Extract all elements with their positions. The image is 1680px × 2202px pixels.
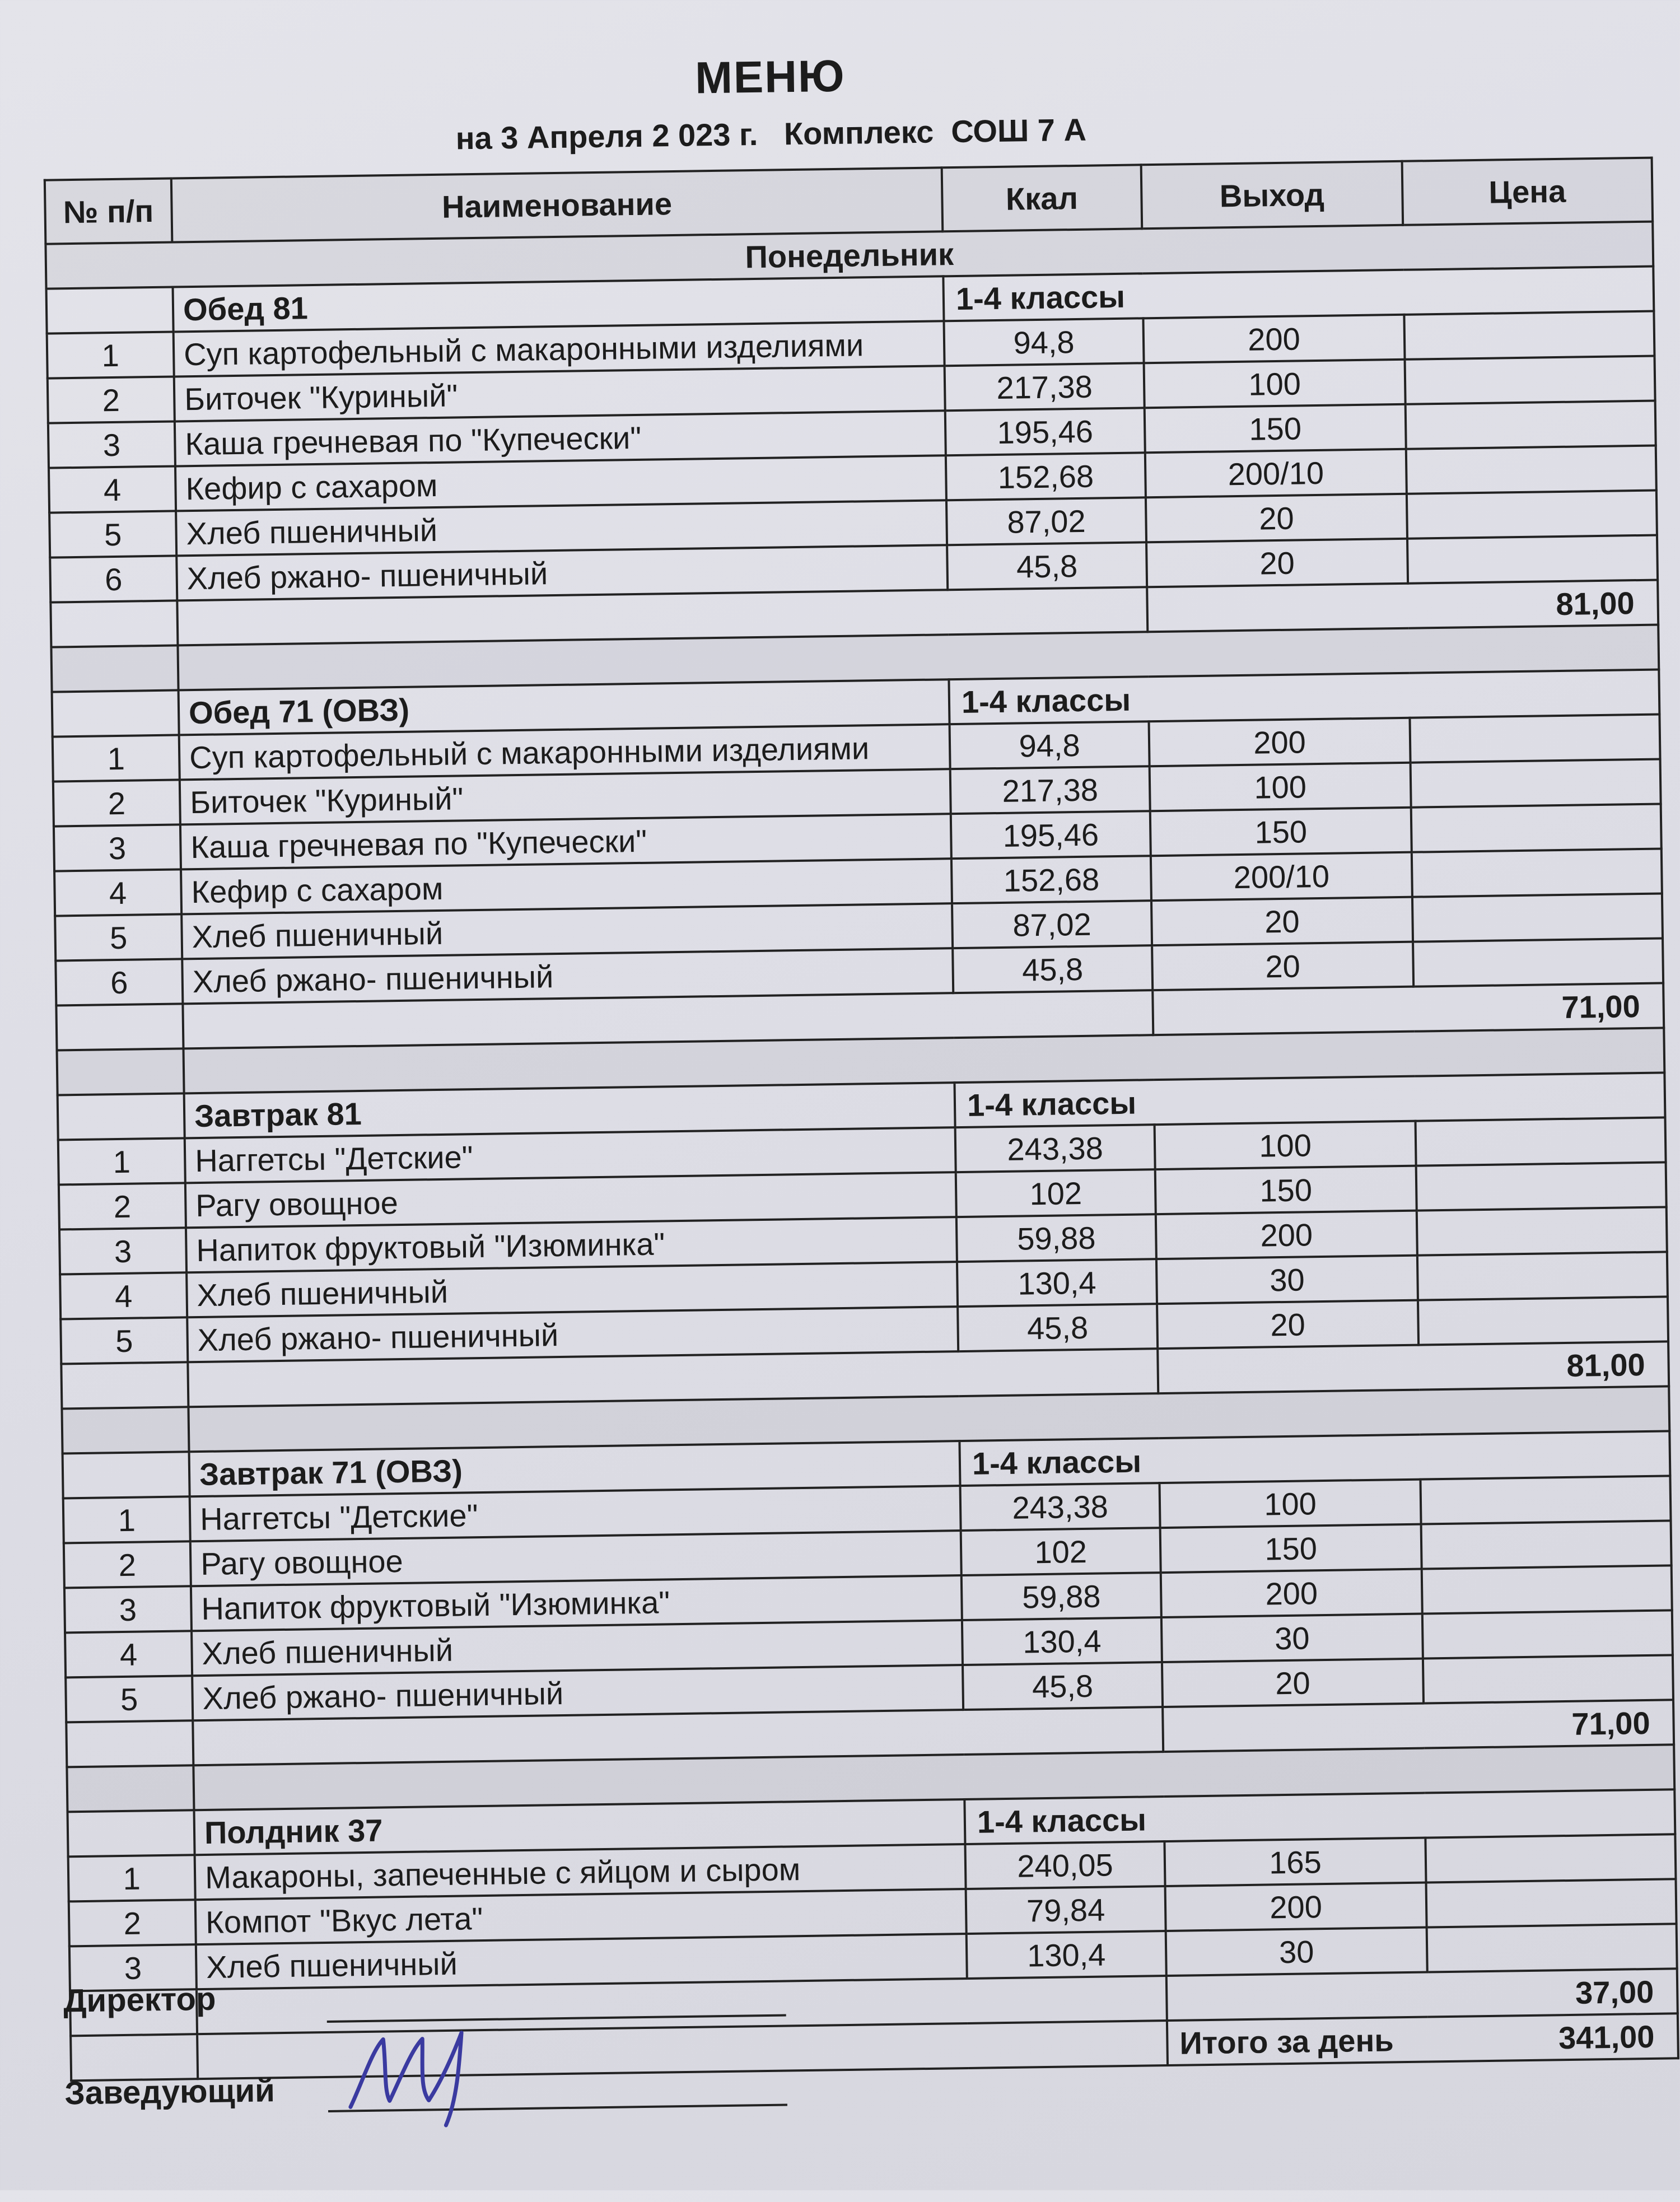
item-price-empty [1406,401,1656,449]
item-kcal: 87,02 [946,497,1146,545]
item-output: 100 [1144,360,1406,408]
item-price-empty [1422,1610,1673,1658]
item-output: 200 [1149,718,1411,766]
item-kcal: 217,38 [950,766,1150,814]
item-price-empty [1412,848,1662,897]
item-name: Хлеб пшеничный [176,500,947,556]
menu-table [44,157,1679,2082]
item-num: 4 [65,1631,192,1677]
grand-total-label: Итого за день [1179,2022,1394,2061]
item-output: 30 [1156,1256,1418,1304]
item-kcal: 59,88 [962,1573,1161,1620]
item-output: 200/10 [1151,852,1412,901]
total-num-empty [61,1362,188,1408]
item-price-empty [1410,715,1660,763]
header-name: Наименование [171,167,942,242]
header-price: Цена [1402,158,1653,225]
item-num: 2 [53,780,180,826]
item-price-empty [1425,1834,1676,1882]
item-num: 6 [55,959,183,1005]
item-price-empty [1421,1520,1672,1569]
item-price-empty [1426,1879,1677,1927]
item-output: 150 [1145,404,1406,452]
item-name: Наггетсы "Детские" [190,1486,961,1541]
item-output: 100 [1155,1121,1416,1169]
item-kcal: 45,8 [947,542,1147,590]
header-kcal: Ккал [942,165,1142,231]
item-output: 20 [1157,1300,1418,1349]
item-name: Суп картофельный с макаронными изделиями [174,321,945,376]
item-name: Хлеб пшеничный [196,1934,967,1989]
item-num: 5 [55,914,182,960]
item-kcal: 152,68 [951,856,1151,903]
menu-title: МЕНЮ [694,50,846,103]
day-label: Понедельник [45,222,1653,289]
item-price-empty [1405,356,1655,404]
item-num: 5 [66,1676,193,1722]
item-num: 4 [49,466,176,512]
section-classes: 1-4 классы [964,1789,1675,1844]
item-output: 100 [1160,1480,1421,1528]
section-classes: 1-4 классы [949,670,1659,725]
item-kcal: 94,8 [944,318,1144,366]
item-price-empty [1420,1476,1670,1524]
item-kcal: 45,8 [958,1304,1158,1351]
item-num: 1 [68,1855,195,1901]
item-num: 4 [54,869,181,916]
item-kcal: 130,4 [957,1259,1157,1307]
spacer-cell [62,1407,189,1453]
item-price-empty [1404,311,1654,360]
item-num: 2 [59,1183,186,1229]
item-name: Наггетсы "Детские" [185,1127,956,1183]
item-price-empty [1418,1296,1668,1345]
item-kcal: 94,8 [950,721,1150,769]
item-name: Хлеб ржано- пшеничный [187,1307,958,1362]
item-price-empty [1411,804,1662,852]
item-output: 165 [1164,1838,1426,1886]
item-price-empty [1407,535,1658,584]
spacer-cell [51,645,178,692]
total-num-empty [56,1004,183,1050]
section-num-empty [63,1452,190,1498]
item-price-empty [1416,1162,1667,1210]
item-num: 2 [69,1900,196,1946]
item-num: 1 [47,332,174,378]
section-name: Полдник 37 [194,1799,965,1855]
header-num: № п/п [45,179,172,244]
section-total: 71,00 [1163,1700,1674,1752]
item-price-empty [1417,1207,1667,1255]
item-kcal: 45,8 [953,945,1152,993]
item-price-empty [1423,1655,1673,1703]
section-classes: 1-4 классы [959,1431,1670,1486]
item-name: Напиток фруктовый "Изюминка" [191,1575,962,1631]
item-kcal: 79,84 [966,1886,1166,1934]
item-output: 100 [1150,763,1411,811]
director-label: Директор [63,1980,216,2019]
item-num: 1 [63,1496,190,1543]
item-name: Хлеб ржано- пшеничный [192,1665,963,1720]
item-name: Хлеб пшеничный [181,903,953,959]
grand-total-value: 341,00 [1558,2018,1655,2055]
item-price-empty [1413,938,1663,986]
item-kcal: 59,88 [956,1214,1156,1262]
item-name: Биточек "Куриный" [180,769,951,824]
section-num-empty [52,690,179,736]
item-name: Хлеб ржано- пшеничный [182,948,953,1004]
section-name: Обед 81 [173,276,944,332]
item-num: 2 [64,1541,191,1588]
section-num-empty [68,1810,195,1856]
item-price-empty [1416,1117,1666,1165]
item-num: 3 [64,1586,192,1632]
item-name: Биточек "Куриный" [174,366,945,421]
item-name: Кефир с сахаром [181,859,952,914]
section-total: 37,00 [1166,1968,1678,2021]
item-output: 200 [1156,1211,1417,1259]
item-price-empty [1411,759,1661,807]
item-kcal: 130,4 [962,1617,1162,1665]
item-num: 3 [48,421,175,468]
item-name: Компот "Вкус лета" [195,1889,967,1944]
item-num: 5 [60,1317,188,1364]
item-output: 200 [1143,315,1404,363]
section-classes: 1-4 классы [954,1072,1665,1127]
item-output: 200 [1161,1569,1422,1617]
item-output: 30 [1161,1614,1423,1662]
spacer-cell [67,1765,194,1812]
item-kcal: 240,05 [965,1841,1165,1889]
item-num: 3 [69,1944,197,1991]
item-kcal: 195,46 [945,408,1145,455]
section-name: Завтрак 81 [184,1083,955,1138]
handwritten-signature-icon [338,2016,486,2130]
item-output: 20 [1146,539,1408,587]
section-name: Завтрак 71 (ОВЗ) [189,1441,960,1496]
menu-table-body [45,158,1678,2081]
item-output: 200 [1165,1883,1427,1931]
item-kcal: 45,8 [963,1662,1163,1710]
item-num: 1 [53,735,180,781]
item-kcal: 87,02 [952,901,1152,948]
item-kcal: 130,4 [967,1931,1166,1979]
item-name: Хлеб ржано- пшеничный [176,545,948,600]
item-num: 4 [60,1272,187,1319]
item-num: 2 [48,376,175,423]
section-total: 81,00 [1158,1341,1669,1393]
item-price-empty [1406,446,1656,494]
item-output: 150 [1150,808,1412,856]
item-output: 200/10 [1145,449,1407,497]
item-kcal: 152,68 [946,452,1146,500]
menu-subtitle: на 3 Апреля 2 023 г. Комплекс СОШ 7 А [455,111,1087,156]
section-total: 81,00 [1147,580,1658,632]
item-output: 20 [1162,1659,1424,1707]
item-name: Кефир с сахаром [175,455,946,511]
item-output: 30 [1166,1928,1427,1976]
manager-label: Заведующий [64,2072,276,2112]
item-name: Хлеб пшеничный [192,1620,963,1676]
section-total: 71,00 [1152,983,1664,1035]
item-name: Рагу овощное [185,1172,956,1228]
item-output: 20 [1146,494,1407,542]
item-num: 3 [59,1228,186,1274]
item-kcal: 243,38 [955,1125,1155,1172]
section-num-empty [46,287,174,334]
item-name: Суп картофельный с макаронными изделиями [179,724,950,780]
item-num: 6 [50,556,177,602]
header-output: Выход [1141,161,1403,228]
item-output: 150 [1160,1524,1422,1573]
spacer-cell [57,1048,184,1095]
total-num-empty [66,1720,193,1767]
section-num-empty [58,1093,185,1140]
item-price-empty [1422,1565,1672,1613]
item-price-empty [1407,491,1657,539]
section-classes: 1-4 классы [943,267,1654,321]
total-num-empty [50,600,178,647]
item-price-empty [1417,1252,1668,1300]
item-num: 5 [49,511,176,557]
item-name: Рагу овощное [190,1531,962,1586]
item-kcal: 243,38 [960,1483,1160,1531]
grand-total-cell [1167,2013,1678,2065]
item-kcal: 195,46 [951,811,1151,859]
section-name: Обед 71 (ОВЗ) [179,679,950,735]
item-num: 1 [58,1138,185,1184]
item-num: 3 [54,824,181,871]
item-kcal: 102 [961,1528,1161,1575]
item-output: 150 [1155,1166,1417,1214]
item-name: Хлеб пшеничный [186,1262,958,1317]
item-output: 20 [1152,942,1413,990]
item-price-empty [1412,893,1663,941]
item-name: Каша гречневая по "Купечески" [180,814,951,869]
item-price-empty [1427,1924,1677,1972]
item-kcal: 217,38 [945,363,1145,410]
item-name: Каша гречневая по "Купечески" [175,410,946,466]
item-kcal: 102 [956,1169,1156,1217]
item-output: 20 [1151,897,1413,945]
item-name: Макароны, запеченные с яйцом и сыром [195,1844,966,1900]
item-name: Напиток фруктовый "Изюминка" [186,1217,957,1272]
